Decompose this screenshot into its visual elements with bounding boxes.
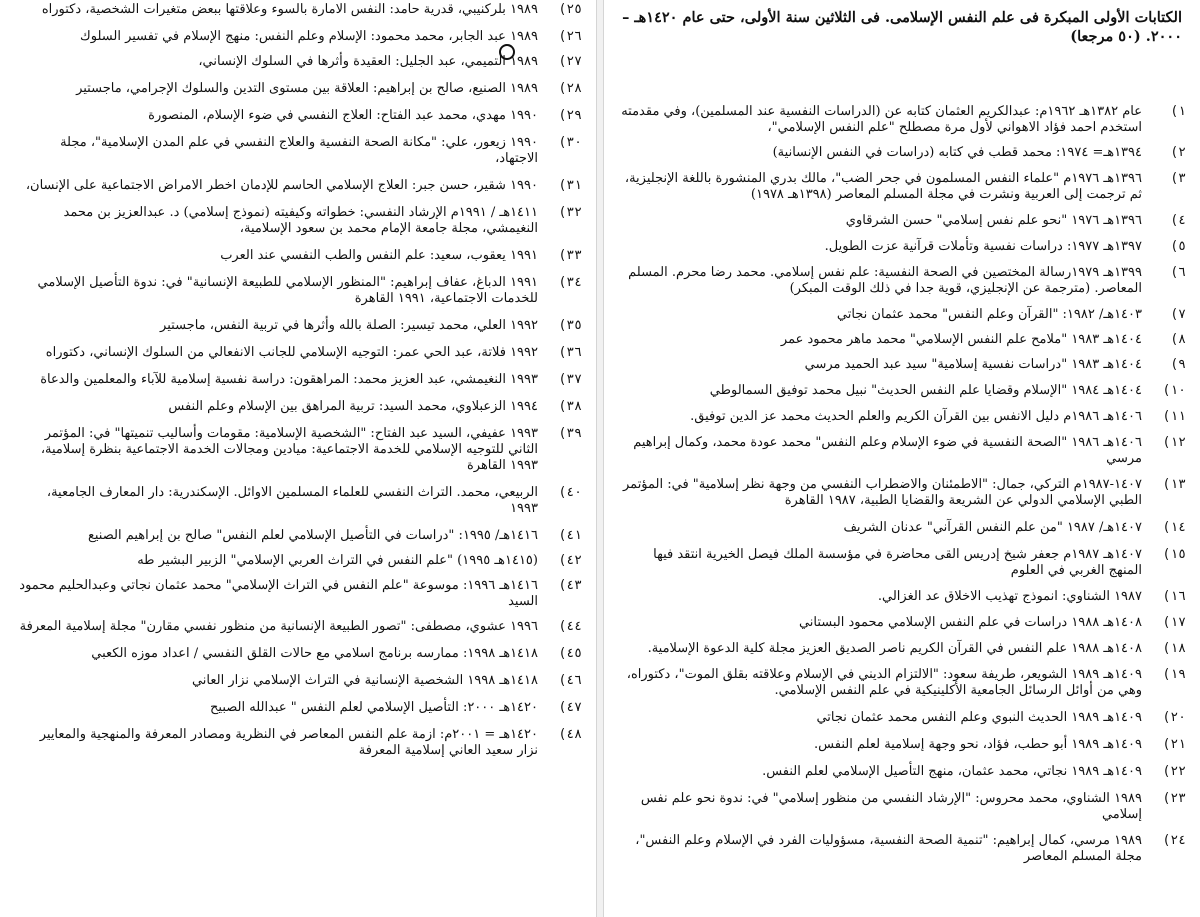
entry-text: ١٣٩٦هـ ١٩٧٦م "علماء النفس المسلمون في جحر الضب"، مالك بدري المنشورة باللغة الإنجليزية، ثم ترجمت إلى العربية ونشرت في مجلة المسلم المعاصر (١٣٩٨هـ ١٩٧٨)	[624, 171, 1142, 202]
entry-number: ٤١)	[558, 528, 582, 543]
entry-text: ١٤٠٩هـ ١٩٨٩ الحديث النبوي وعلم النفس محمد عثمان نجاتي	[816, 710, 1142, 725]
list-item	[16, 108, 582, 124]
entry-number: ٧)	[1170, 307, 1186, 322]
entry-text: ١٤٠٦هـ ١٩٨٦ "الصحة النفسية في ضوء الإسلام وعلم النفس" محمد عودة محمد، وكمال إبراهيم مرسي	[633, 435, 1142, 466]
entry-number: ٣١)	[558, 178, 582, 193]
entry-number: ٤٣)	[558, 578, 582, 593]
list-item	[16, 619, 582, 635]
entry-number: ٢٠)	[1162, 710, 1186, 725]
entry-text: ١٤٠٤هـ ١٩٨٣ "دراسات نفسية إسلامية" سيد عبد الحميد مرسي	[804, 357, 1142, 372]
entry-number: ٣٣)	[558, 248, 582, 263]
entry-number: ٨)	[1170, 332, 1186, 347]
list-item	[16, 426, 582, 474]
entry-text: ١٣٩٧هـ ١٩٧٧: دراسات نفسية وتأملات قرآنية عزت الطويل.	[824, 239, 1142, 254]
entry-text: ١٩٩٣ عفيفي، السيد عبد الفتاح: "الشخصية الإسلامية: مقومات وأساليب تنميتها" في: المؤتمر الثاني للتوجيه الإسلامي للخدمة الاجتماعية: ميادين ومجالات الخدمة الاجتماعية بنظرة إسلامية، ١٩٩٣ القاهرة	[40, 426, 538, 473]
entry-number: ٢٥)	[558, 2, 582, 17]
list-item	[16, 578, 582, 610]
list-item	[16, 727, 582, 759]
entry-text: ١٩٩٠ زيعور، علي: "مكانة الصحة النفسية والعلاج النفسي في علم المدن الإسلامية"، مجلة الاجتهاد،	[60, 135, 538, 166]
list-item	[16, 399, 582, 415]
entry-number: ١٧)	[1162, 615, 1186, 630]
entry-number: ٣٦)	[558, 345, 582, 360]
entry-number: ٦)	[1170, 265, 1186, 280]
entry-text: ١٩٨٩ مرسي، كمال إبراهيم: "تنمية الصحة النفسية، مسؤوليات الفرد في الإسلام وعلم النفس"، مجلة المسلم المعاصر	[635, 833, 1142, 864]
entry-number: ٤٤)	[558, 619, 582, 634]
entry-text: ١٩٨٩ بلركنيبي، قدرية حامد: النفس الامارة بالسوء وعلاقتها ببعض متغيرات الشخصية، دكتوراه	[41, 2, 538, 17]
list-item	[620, 332, 1186, 348]
entry-text: ١٩٩٣ النغيمشي، عبد العزيز محمد: المراهقون: دراسة نفسية إسلامية للآباء والمعلمين والدعاة	[40, 372, 538, 387]
entry-text: ١٩٩١ الدباغ، عفاف إبراهيم: "المنظور الإسلامي للطبيعة الإنسانية" في: ندوة التأصيل الإسلامي للخدمات الاجتماعية، ١٩٩١ القاهرة	[37, 275, 538, 306]
list-item	[620, 409, 1186, 425]
document-heading: الكتابات الأولى المبكرة فى علم النفس الإسلامى. فى الثلاثين سنة الأولى، حتى عام ١٤٢٠هـ – ٢٠٠٠. (٥٠ مرجعا)	[622, 9, 1182, 45]
list-item	[620, 791, 1186, 823]
list-item	[16, 54, 582, 70]
entry-text: ١٤٠٧هـ/ ١٩٨٧ "من علم النفس القرآني" عدنان الشريف	[843, 520, 1142, 535]
entry-text: ١٤٠٨هـ ١٩٨٨ علم النفس في القرآن الكريم ناصر الصديق العزيز مجلة كلية الدعوة الإسلامية.	[647, 641, 1142, 656]
list-item	[620, 667, 1186, 699]
list-item	[16, 318, 582, 334]
list-item	[16, 275, 582, 307]
list-item	[16, 673, 582, 689]
entry-text: ١٤١١هـ / ١٩٩١م الإرشاد النفسي: خطواته وكيفيته (نموذج إسلامي) د. عبدالعزيز بن محمد النغيمشي، مجلة جامعة الإمام محمد بن سعود الإسلامية،	[63, 205, 538, 236]
entry-number: ٢٦)	[558, 29, 582, 44]
entry-text: ١٩٩٢ العلي، محمد تيسير: الصلة بالله وأثرها في تربية النفس، ماجستير	[160, 318, 538, 333]
entry-text: ١٩٩٠ شقير، حسن جبر: العلاج الإسلامي الحاسم للإدمان اخطر الامراض الاجتماعية على الإنسان،	[25, 178, 538, 193]
entry-number: ١٠)	[1162, 383, 1186, 398]
entry-text: ١٩٩٦ عشوي، مصطفى: "تصور الطبيعة الإنسانية من منظور نفسي مقارن" مجلة إسلامية المعرفة	[19, 619, 538, 634]
list-item	[16, 528, 582, 544]
list-item	[620, 145, 1186, 161]
entry-text: ١٤٠٤هـ ١٩٨٤ "الإسلام وقضايا علم النفس الحديث" نبيل محمد توفيق السمالوطي	[709, 383, 1142, 398]
entry-number: ٣٩)	[558, 426, 582, 441]
entry-text: ١٤٠٩هـ ١٩٨٩ نجاتي، محمد عثمان، منهج التأصيل الإسلامي لعلم النفس.	[762, 764, 1142, 779]
entry-number: ٣٤)	[558, 275, 582, 290]
entry-text: ١٤٢٠هـ = ٢٠٠١م: ازمة علم النفس المعاصر في النظرية ومصادر المعرفة والمنهجية والمعايير نزار سعيد العاني إسلامية المعرفة	[39, 727, 538, 758]
entry-text: عام ١٣٨٢هـ ١٩٦٢م: عبدالكريم العثمان كتابه عن (الدراسات النفسية عند المسلمين)، وفي مقدمته استخدم احمد فؤاد الاهواني لأول مرة مصطلح "علم النفس الإسلامي"،	[621, 104, 1142, 135]
entry-number: ٢٢)	[1162, 764, 1186, 779]
entry-number: ١٩)	[1162, 667, 1186, 682]
list-item	[16, 2, 582, 18]
entry-text: ١٤١٨هـ ١٩٩٨ الشخصية الإنسانية في التراث الإسلامي نزار العاني	[191, 673, 538, 688]
list-item	[620, 383, 1186, 399]
list-item	[16, 178, 582, 194]
entry-text: ١٤٠٤هـ ١٩٨٣ "ملامح علم النفس الإسلامي" محمد ماهر محمود عمر	[780, 332, 1142, 347]
entry-text: ١٤٠٩هـ ١٩٨٩ أبو حطب، فؤاد، نحو وجهة إسلامية لعلم النفس.	[814, 737, 1142, 752]
entry-number: ٢٩)	[558, 108, 582, 123]
entry-text: الربيعي، محمد. التراث النفسي للعلماء المسلمين الاوائل. الإسكندرية: دار المعارف الجامعية، ١٩٩٣	[46, 485, 538, 516]
entry-text: ١٤١٦هـ/ ١٩٩٥: "دراسات في التأصيل الإسلامي لعلم النفس" صالح بن إبراهيم الصنيع	[87, 528, 538, 543]
list-item	[620, 710, 1186, 726]
list-item	[620, 307, 1186, 323]
entry-number: ٢٨)	[558, 81, 582, 96]
entry-number: ٣٧)	[558, 372, 582, 387]
entry-number: ٥)	[1170, 239, 1186, 254]
entry-number: ٣٥)	[558, 318, 582, 333]
entry-text: ١٩٩٢ فلاتة، عبد الحي عمر: التوجيه الإسلامي للجانب الانفعالي من السلوك الإنساني، دكتوراه	[45, 345, 538, 360]
entry-text: ١٣٩٦هـ ١٩٧٦ "نحو علم نفس إسلامي" حسن الشرقاوي	[845, 213, 1142, 228]
entry-number: ٤)	[1170, 213, 1186, 228]
entry-number: ٤٨)	[558, 727, 582, 742]
list-item	[620, 737, 1186, 753]
entry-number: ١٢)	[1162, 435, 1186, 450]
entry-number: ٤٧)	[558, 700, 582, 715]
entry-number: ١٣)	[1162, 477, 1186, 492]
entry-text: ١٤٠٨هـ ١٩٨٨ دراسات في علم النفس الإسلامي محمود البستاني	[798, 615, 1142, 630]
list-item	[620, 477, 1186, 509]
entry-text: (١٤١٥هـ ١٩٩٥) "علم النفس في التراث العربي الإسلامي" الزبير البشير طه	[137, 553, 538, 568]
left-entries-list	[16, 2, 582, 759]
entry-text: ١٣٩٩هـ ١٩٧٩رسالة المختصين في الصحة النفسية: علم نفس إسلامي. محمد رضا محرم. المسلم المعاصر. (مترجمة عن الإنجليزي، قوية جدا في ذلك الوقت المبكر)	[628, 265, 1142, 296]
entry-text: ١٤٠٦هـ ١٩٨٦م دليل الانفس بين القرآن الكريم والعلم الحديث محمد عز الدين توفيق.	[690, 409, 1142, 424]
list-item	[620, 213, 1186, 229]
page-gutter	[596, 0, 604, 917]
entry-number: ٣٨)	[558, 399, 582, 414]
entry-text: ١٩٨٩ الشناوي، محمد محروس: "الإرشاد النفسي من منظور إسلامي" في: ندوة نحو علم نفس إسلامي	[640, 791, 1142, 822]
entry-number: ٣٠)	[558, 135, 582, 150]
list-item	[16, 81, 582, 97]
entry-number: ٢٤)	[1162, 833, 1186, 848]
list-item	[16, 205, 582, 237]
entry-text: ١٩٩١ يعقوب، سعيد: علم النفس والطب النفسي عند العرب	[220, 248, 538, 263]
entry-number: ٤٠)	[558, 485, 582, 500]
list-item	[16, 248, 582, 264]
entry-number: ١)	[1170, 104, 1186, 119]
entry-number: ١٦)	[1162, 589, 1186, 604]
list-item	[620, 171, 1186, 203]
list-item	[16, 135, 582, 167]
entry-number: ٤٦)	[558, 673, 582, 688]
list-item	[620, 764, 1186, 780]
entry-number: ٣)	[1170, 171, 1186, 186]
list-item	[16, 345, 582, 361]
list-item	[620, 265, 1186, 297]
list-item	[16, 646, 582, 662]
entry-text: ١٤٠٣هـ/ ١٩٨٢: "القرآن وعلم النفس" محمد عثمان نجاتي	[836, 307, 1142, 322]
cursor-ring-icon	[499, 44, 515, 60]
entry-number: ١٤)	[1162, 520, 1186, 535]
list-item	[620, 435, 1186, 467]
entry-number: ٤٥)	[558, 646, 582, 661]
entry-number: ١١)	[1162, 409, 1186, 424]
entry-text: ١٤١٦هـ ١٩٩٦: موسوعة "علم النفس في التراث الإسلامي" محمد عثمان نجاتي وعبدالحليم محمود السيد	[19, 578, 538, 609]
list-item	[620, 589, 1186, 605]
entry-text: ١٤٠٩هـ ١٩٨٩ الشويعر، طريفة سعود: "الالتزام الديني في الإسلام وعلاقته بقلق الموت"، دكتوراه، وهي من أوائل الرسائل الجامعية الأكلينيكية في علم النفس الإسلامي.	[626, 667, 1142, 698]
list-item	[620, 833, 1186, 865]
list-item	[620, 520, 1186, 536]
list-item	[620, 239, 1186, 255]
list-item	[620, 357, 1186, 373]
entry-text: ١٩٩٤ الزعبلاوي، محمد السيد: تربية المراهق بين الإسلام وعلم النفس	[168, 399, 538, 414]
entry-text: ١٤٠٧-١٩٨٧م التركي، جمال: "الاطمئنان والاضطراب النفسي من وجهة نظر إسلامية" في: المؤتمر الطبي الإسلامي الدولي عن الشريعة والقضايا الطبية، ١٩٨٧ القاهرة	[623, 477, 1142, 508]
list-item	[16, 700, 582, 716]
entry-number: ٢٧)	[558, 54, 582, 69]
entry-text: ١٤٠٧هـ ١٩٨٧م جعفر شيخ إدريس القى محاضرة في مؤسسة الملك فيصل الخيرية انتقد فيها المنهج الغربي في العلوم	[653, 547, 1142, 578]
entry-number: ٢١)	[1162, 737, 1186, 752]
entry-text: ١٩٩٠ مهدي، محمد عبد الفتاح: العلاج النفسي في ضوء الإسلام، المنصورة	[148, 108, 538, 123]
entry-number: ١٥)	[1162, 547, 1186, 562]
list-item	[16, 485, 582, 517]
left-page	[0, 0, 596, 917]
entry-text: ١٩٨٩ عبد الجابر، محمد محمود: الإسلام وعلم النفس: منهج الإسلام في تفسير السلوك	[80, 29, 538, 44]
entry-number: ١٨)	[1162, 641, 1186, 656]
entry-number: ٩)	[1170, 357, 1186, 372]
right-entries-list	[620, 104, 1186, 865]
entry-number: ٣٢)	[558, 205, 582, 220]
entry-number: ٢٣)	[1162, 791, 1186, 806]
list-item	[620, 104, 1186, 136]
list-item	[620, 615, 1186, 631]
entry-text: ١٩٨٧ الشناوي: انموذج تهذيب الاخلاق عد الغزالي.	[877, 589, 1142, 604]
entry-text: ١٩٨٩ التميمي، عبد الجليل: العقيدة وأثرها في السلوك الإنساني،	[198, 54, 538, 69]
list-item	[620, 641, 1186, 657]
list-item	[16, 553, 582, 569]
entry-number: ٤٢)	[558, 553, 582, 568]
list-item	[16, 372, 582, 388]
entry-text: ١٩٨٩ الصنيع، صالح بن إبراهيم: العلاقة بين مستوى التدين والسلوك الإجرامي، ماجستير	[76, 81, 538, 96]
list-item	[16, 29, 582, 45]
entry-text: ١٣٩٤هـ= ١٩٧٤: محمد قطب في كتابه (دراسات في النفس الإنسانية)	[772, 145, 1142, 160]
entry-number: ٢)	[1170, 145, 1186, 160]
entry-text: ١٤١٨هـ ١٩٩٨: ممارسه برنامج اسلامي مع حالات القلق النفسي / اعداد موزه الكعبي	[91, 646, 538, 661]
list-item	[620, 547, 1186, 579]
entry-text: ١٤٢٠هـ ٢٠٠٠: التأصيل الإسلامي لعلم النفس " عبدالله الصبيح	[210, 700, 538, 715]
right-page	[604, 0, 1200, 917]
